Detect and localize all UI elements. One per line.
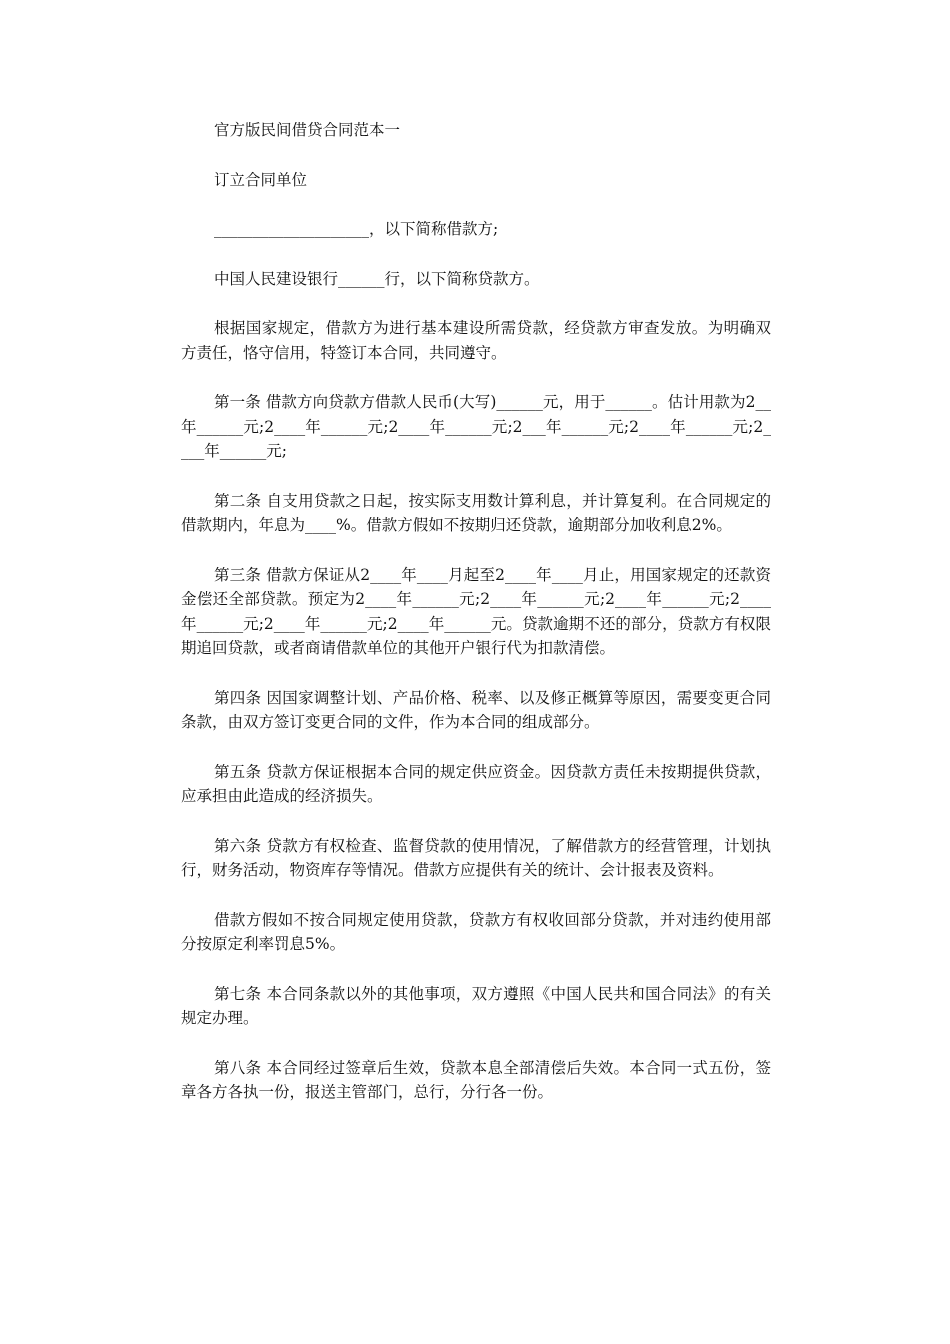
article-8: 第八条 本合同经过签章后生效，贷款本息全部清偿后失效。本合同一式五份，签章各方各执一份，报送主管部门，总行，分行各一份。	[181, 1058, 771, 1101]
article-3: 第三条 借款方保证从2____年____月起至2____年____月止，用国家规定的还款资金偿还全部贷款。预定为2____年______元;2____年______元;2____年______元;2____年______元;2____年______元;2____年______元。贷款逾期不还的部分，贷款方有权限期追回贷款，或者商请借款单位的其他开户银行代为扣款清偿。	[181, 565, 771, 657]
article-6: 第六条 贷款方有权检查、监督贷款的使用情况，了解借款方的经营管理，计划执行，财务活动，物资库存等情况。借款方应提供有关的统计、会计报表及资料。	[181, 836, 771, 879]
contract-parties-heading: 订立合同单位	[214, 170, 308, 189]
article-2: 第二条 自支用贷款之日起，按实际支用数计算利息，并计算复利。在合同规定的借款期内，年息为____%。借款方假如不按期归还贷款，逾期部分加收利息2%。	[181, 491, 771, 534]
document-body	[181, 118, 771, 1130]
article-5: 第五条 贷款方保证根据本合同的规定供应资金。因贷款方责任未按期提供贷款，应承担由此造成的经济损失。	[181, 762, 771, 805]
article-1: 第一条 借款方向贷款方借款人民币(大写)______元，用于______。估计用款为2__年______元;2____年______元;2____年______元;2___年______元;2____年______元;2____年______元;	[181, 393, 771, 460]
preamble-paragraph: 根据国家规定，借款方为进行基本建设所需贷款，经贷款方审查发放。为明确双方责任，恪守信用，特签订本合同，共同遵守。	[181, 319, 771, 362]
article-6-supplement: 借款方假如不按合同规定使用贷款，贷款方有权收回部分贷款，并对违约使用部分按原定利率罚息5%。	[181, 910, 771, 953]
article-4: 第四条 因国家调整计划、产品价格、税率、以及修正概算等原因，需要变更合同条款，由双方签订变更合同的文件，作为本合同的组成部分。	[181, 688, 771, 731]
article-7: 第七条 本合同条款以外的其他事项，双方遵照《中国人民共和国合同法》的有关规定办理。	[181, 984, 771, 1027]
document-title: 官方版民间借贷合同范本一	[214, 121, 401, 139]
borrower-line: ____________________，以下简称借款方;	[214, 220, 499, 238]
lender-line: 中国人民建设银行______行，以下简称贷款方。	[214, 269, 540, 288]
